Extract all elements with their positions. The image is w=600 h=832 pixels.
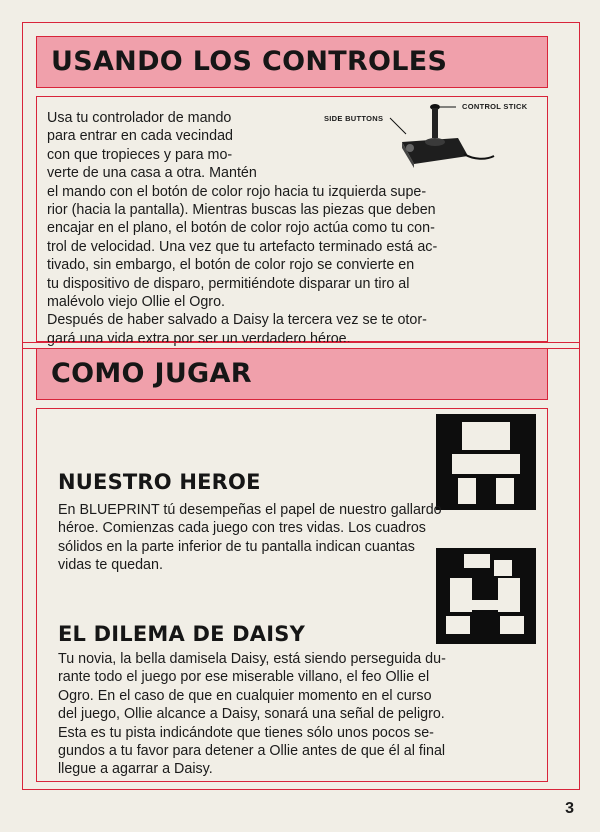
controls-line: con que tropieces y para mo- xyxy=(47,146,233,163)
hero-paragraph xyxy=(58,501,536,575)
daisy-paragraph xyxy=(58,650,536,779)
controls-line: Después de haber salvado a Daisy la tercera vez se te otor- xyxy=(47,312,427,329)
controls-line: gará una vida extra por ser un verdadero héroe. xyxy=(47,330,351,347)
side-buttons-label: SIDE BUTTONS xyxy=(324,114,384,123)
controls-line: tu dispositivo de disparo, permitiéndote disparar un tiro al xyxy=(47,275,410,292)
control-stick-label: CONTROL STICK xyxy=(462,102,528,111)
daisy-line: llegue a agarrar a Daisy. xyxy=(58,761,213,778)
hero-heading: NUESTRO HEROE xyxy=(58,470,261,494)
page-number: 3 xyxy=(565,800,574,817)
controls-line: malévolo viejo Ollie el Ogro. xyxy=(47,294,225,311)
controls-line: tivado, sin embargo, el botón de color rojo se convierte en xyxy=(47,257,415,274)
controls-paragraph xyxy=(47,109,539,348)
daisy-sprite-skirt-right xyxy=(500,616,524,634)
daisy-line: Ogro. En el caso de que en cualquier momento en el curso xyxy=(58,687,432,704)
hero-line: En BLUEPRINT tú desempeñas el papel de nuestro gallardo xyxy=(58,502,442,518)
daisy-line: del juego, Ollie alcance a Daisy, sonará una señal de peligro. xyxy=(58,706,445,723)
hero-sprite-body xyxy=(452,454,520,474)
hero-sprite-image xyxy=(436,414,536,510)
daisy-sprite-skirt-left xyxy=(446,616,470,634)
controls-line: encajar en el plano, el botón de color rojo actúa como tu con- xyxy=(47,220,435,237)
section-controls-band xyxy=(36,36,548,88)
daisy-sprite-arm xyxy=(498,578,520,612)
hero-line: sólidos en la parte inferior de tu pantalla indican cuantas xyxy=(58,538,415,555)
controls-line: rior (hacia la pantalla). Mientras buscas las piezas que deben xyxy=(47,202,436,219)
daisy-line: Esta es tu pista indicándote que tienes sólo unos pocos se- xyxy=(58,724,434,741)
hero-line: vidas te quedan. xyxy=(58,557,163,574)
daisy-line: gundos a tu favor para detener a Ollie antes de que él al final xyxy=(58,743,446,760)
controls-line: para entrar en cada vecindad xyxy=(47,128,233,145)
controls-line: el mando con el botón de color rojo hacia tu izquierda supe- xyxy=(47,183,427,200)
section-play-band xyxy=(36,348,548,400)
section-play-title: COMO JUGAR xyxy=(51,358,252,389)
daisy-line: rante todo el juego por ese miserable villano, el feo Ollie el xyxy=(58,669,430,686)
controls-line: Usa tu controlador de mando xyxy=(47,110,232,126)
daisy-heading: EL DILEMA DE DAISY xyxy=(58,622,305,646)
hero-line: héroe. Comienzas cada juego con tres vidas. Los cuadros xyxy=(58,520,426,537)
daisy-sprite-torso xyxy=(450,578,472,612)
daisy-sprite-waist xyxy=(472,600,498,610)
controls-line: trol de velocidad. Una vez que tu artefacto terminado está ac- xyxy=(47,238,438,255)
hero-sprite-head xyxy=(462,422,510,450)
daisy-line: Tu novia, la bella damisela Daisy, está siendo perseguida du- xyxy=(58,651,446,667)
section-controls-title: USANDO LOS CONTROLES xyxy=(51,46,448,77)
controls-line: verte de una casa a otra. Mantén xyxy=(47,165,257,182)
